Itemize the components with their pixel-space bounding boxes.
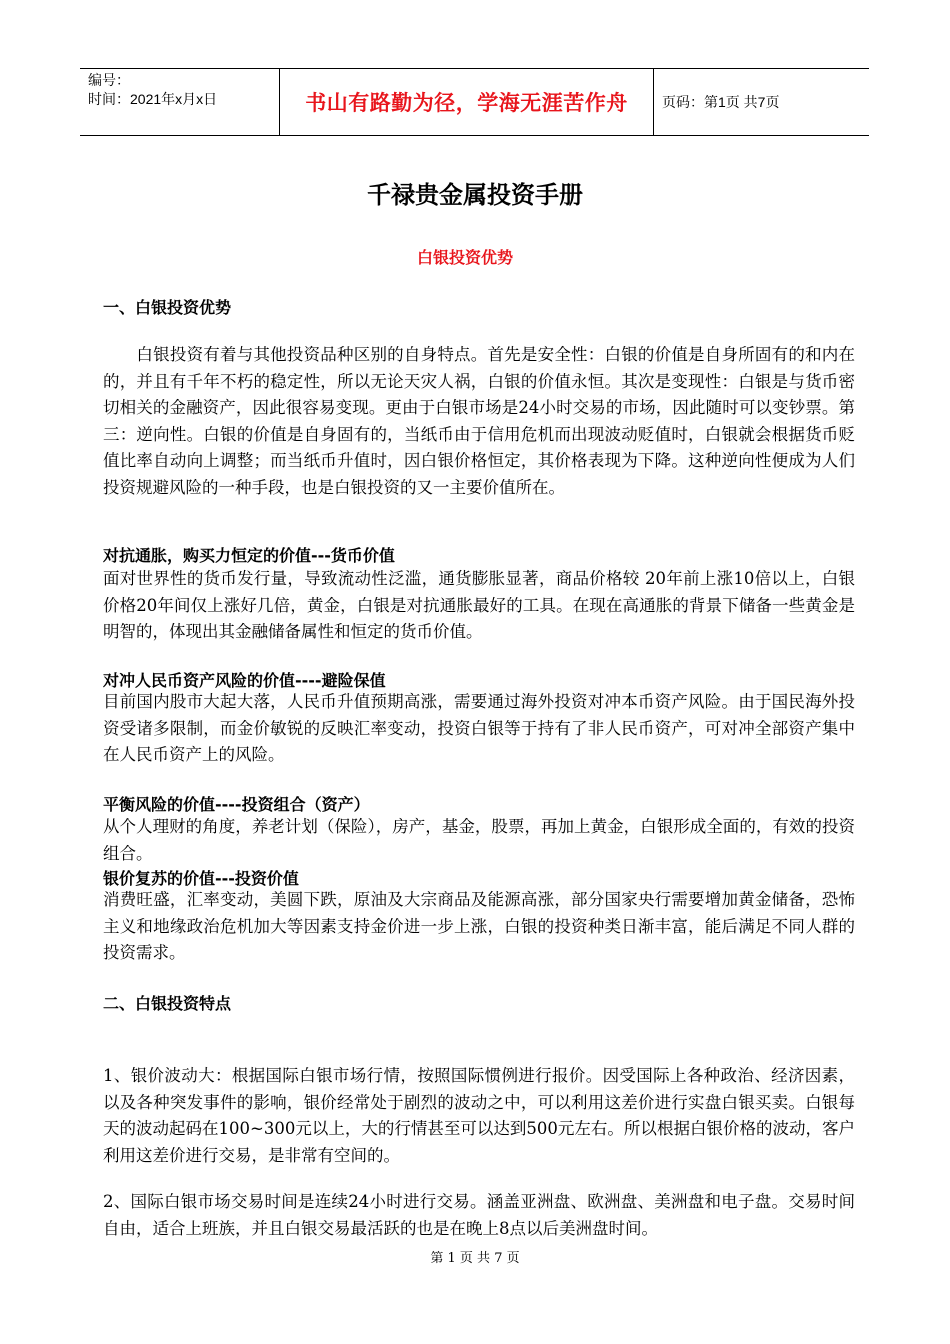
paragraph-inflation: 面对世界性的货币发行量，导致流动性泛滥，通货膨胀显著，商品价格较 20年前上涨10倍以上，白银价格20年间仅上涨好几倍，黄金，白银是对抗通胀最好的工具。在现在高通胀的背景下储备一些黄金是明智的，体现出其金融储备属性和恒定的货币价值。 [103,569,855,641]
page-footer: 第 1 页 共 7 页 [430,1251,520,1266]
paragraph-trading-time: 2、国际白银市场交易时间是连续24小时进行交易。涵盖亚洲盘、欧洲盘、美洲盘和电子盘。交易时间自由，适合上班族，并且白银交易最活跃的也是在晚上8点以后美洲盘时间。 [103,1192,855,1238]
number-label: 编号： [88,72,130,88]
header-table [80,68,869,136]
header-page-info: 页码：第1页 共7页 [662,94,780,110]
subheading-inflation: 对抗通胀，购买力恒定的价值---货币价值 [103,546,395,565]
section-heading-features: 二、白银投资特点 [103,994,232,1013]
section-heading-advantages: 一、白银投资优势 [103,298,232,317]
document-subtitle: 白银投资优势 [416,248,513,267]
paragraph-recovery: 消费旺盛，汇率变动，美圆下跌，原油及大宗商品及能源高涨，部分国家央行需要增加黄金储备，恐怖主义和地缘政治危机加大等因素支持金价进一步上涨，白银的投资种类日渐丰富，能后满足不同人群的投资需求。 [103,890,855,962]
paragraph-volatility: 1、银价波动大：根据国际白银市场行情，按照国际惯例进行报价。因受国际上各种政治、经济因素，以及各种突发事件的影响，银价经常处于剧烈的波动之中，可以利用这差价进行实盘白银买卖。白银每天的波动起码在100~300元以上，大的行情甚至可以达到500元左右。所以根据白银价格的波动，客户利用这差价进行交易，是非常有空间的。 [103,1066,855,1165]
subheading-balance: 平衡风险的价值----投资组合（资产） [103,795,370,814]
subheading-recovery: 银价复苏的价值---投资价值 [103,869,299,888]
document-title: 千禄贵金属投资手册 [367,181,583,209]
header-meta [80,69,280,135]
paragraph-hedge: 目前国内股市大起大落，人民币升值预期高涨，需要通过海外投资对冲本币资产风险。由于国民海外投资受诸多限制，而金价敏锐的反映汇率变动，投资白银等于持有了非人民币资产，可对冲全部资产集中在人民币资产上的风险。 [103,692,855,764]
subheading-hedge: 对冲人民币资产风险的价值----避险保值 [103,671,386,690]
date-label: 时间：2021年x月x日 [88,91,218,107]
header-motto: 书山有路勤为径，学海无涯苦作舟 [280,69,654,135]
paragraph-balance: 从个人理财的角度，养老计划（保险），房产，基金，股票，再加上黄金，白银形成全面的，有效的投资组合。 [103,817,855,863]
paragraph-advantages: 白银投资有着与其他投资品种区别的自身特点。首先是安全性：白银的价值是自身所固有的和内在的，并且有千年不朽的稳定性，所以无论天灾人祸，白银的价值永恒。其次是变现性：白银是与货币密切相关的金融资产，因此很容易变现。更由于白银市场是24小时交易的市场，因此随时可以变钞票。第三：逆向性。白银的价值是自身固有的，当纸币由于信用危机而出现波动贬值时，白银就会根据货币贬值比率自动向上调整；而当纸币升值时，因白银价格恒定，其价格表现为下降。这种逆向性便成为人们投资规避风险的一种手段，也是白银投资的又一主要价值所在。 [103,345,855,497]
